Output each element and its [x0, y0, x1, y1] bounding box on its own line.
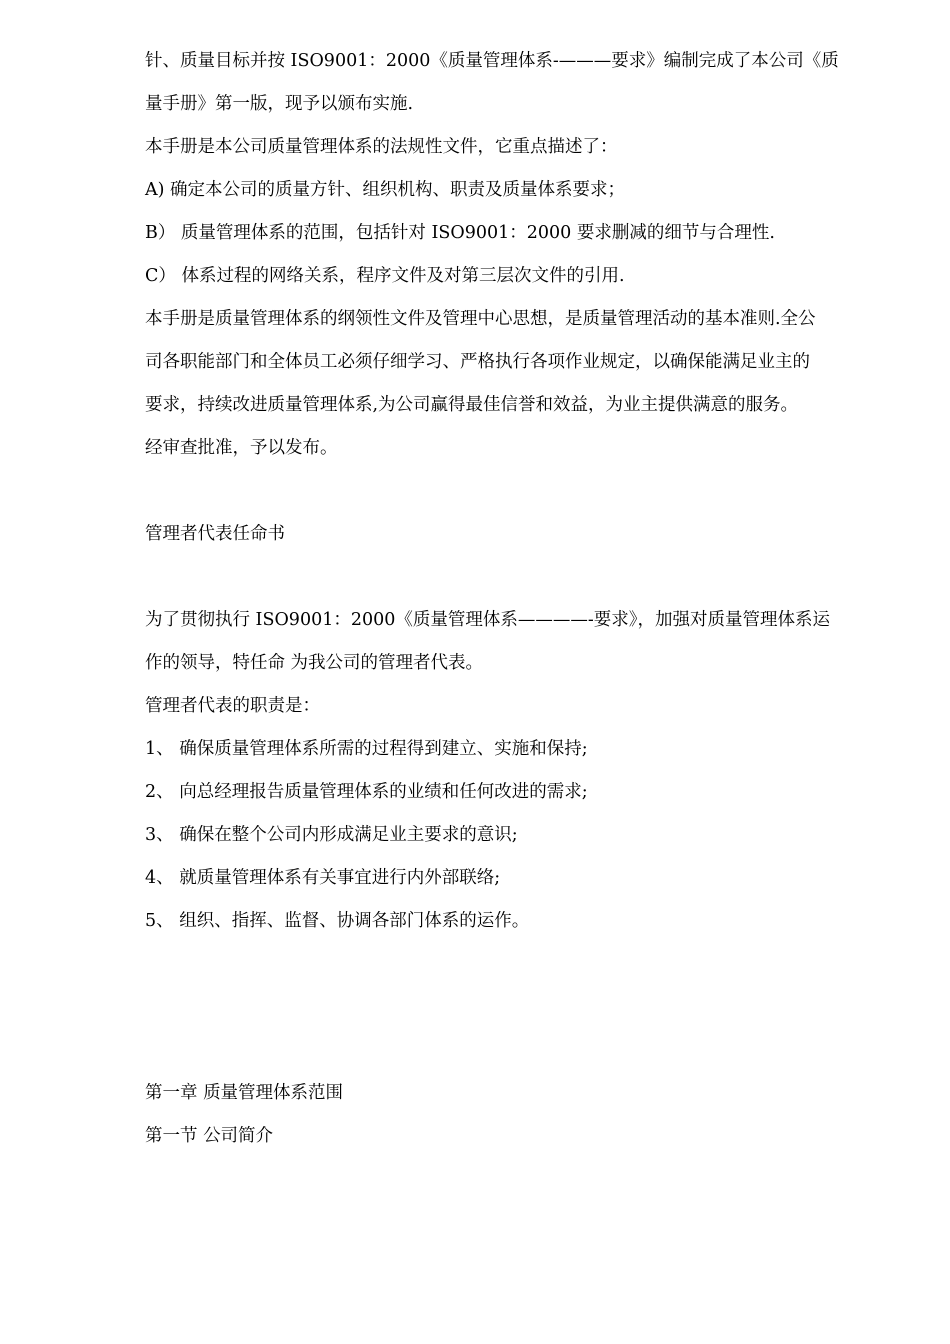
appointment-title: 管理者代表任命书 [145, 524, 285, 544]
duties-heading: 管理者代表的职责是： [145, 696, 320, 716]
intro-line-8: 司各职能部门和全体员工必须仔细学习、严格执行各项作业规定，以确保能满足业主的 [145, 352, 810, 372]
spacer [145, 556, 880, 599]
duty-item-4: 4、 就质量管理体系有关事宜进行内外部联络; [145, 868, 501, 888]
section-title: 第一节 公司简介 [145, 1126, 274, 1146]
document-page [145, 40, 880, 1158]
intro-line-9: 要求，持续改进质量管理体系,为公司赢得最佳信誉和效益，为业主提供满意的服务。 [145, 395, 799, 415]
duty-item-1: 1、 确保质量管理体系所需的过程得到建立、实施和保持; [145, 739, 588, 759]
intro-line-7: 本手册是质量管理体系的纲领性文件及管理中心思想，是质量管理活动的基本准则.全公 [145, 309, 816, 329]
spacer [145, 470, 880, 513]
intro-item-c: C） 体系过程的网络关系，程序文件及对第三层次文件的引用. [145, 266, 625, 286]
duty-item-3: 3、 确保在整个公司内形成满足业主要求的意识; [145, 825, 518, 845]
duty-item-5: 5、 组织、指挥、监督、协调各部门体系的运作。 [145, 911, 530, 931]
spacer [145, 943, 880, 1072]
intro-item-b: B） 质量管理体系的范围，包括针对 ISO9001：2000 要求删减的细节与合理性. [145, 223, 775, 243]
appointment-line-1: 为了贯彻执行 ISO9001：2000《质量管理体系————-要求》，加强对质量管理体系运 [145, 610, 831, 630]
chapter-title: 第一章 质量管理体系范围 [145, 1083, 344, 1103]
appointment-line-2: 作的领导，特任命 为我公司的管理者代表。 [145, 653, 484, 673]
intro-line-10: 经审查批准，予以发布。 [145, 438, 338, 458]
duty-item-2: 2、 向总经理报告质量管理体系的业绩和任何改进的需求; [145, 782, 588, 802]
intro-item-a: A) 确定本公司的质量方针、组织机构、职责及质量体系要求； [145, 180, 626, 200]
intro-line-3: 本手册是本公司质量管理体系的法规性文件，它重点描述了： [145, 137, 618, 157]
intro-line-2: 量手册》第一版，现予以颁布实施. [145, 94, 414, 114]
intro-line-1: 针、质量目标并按 ISO9001：2000《质量管理体系-———要求》编制完成了本公司《质 [145, 51, 839, 71]
